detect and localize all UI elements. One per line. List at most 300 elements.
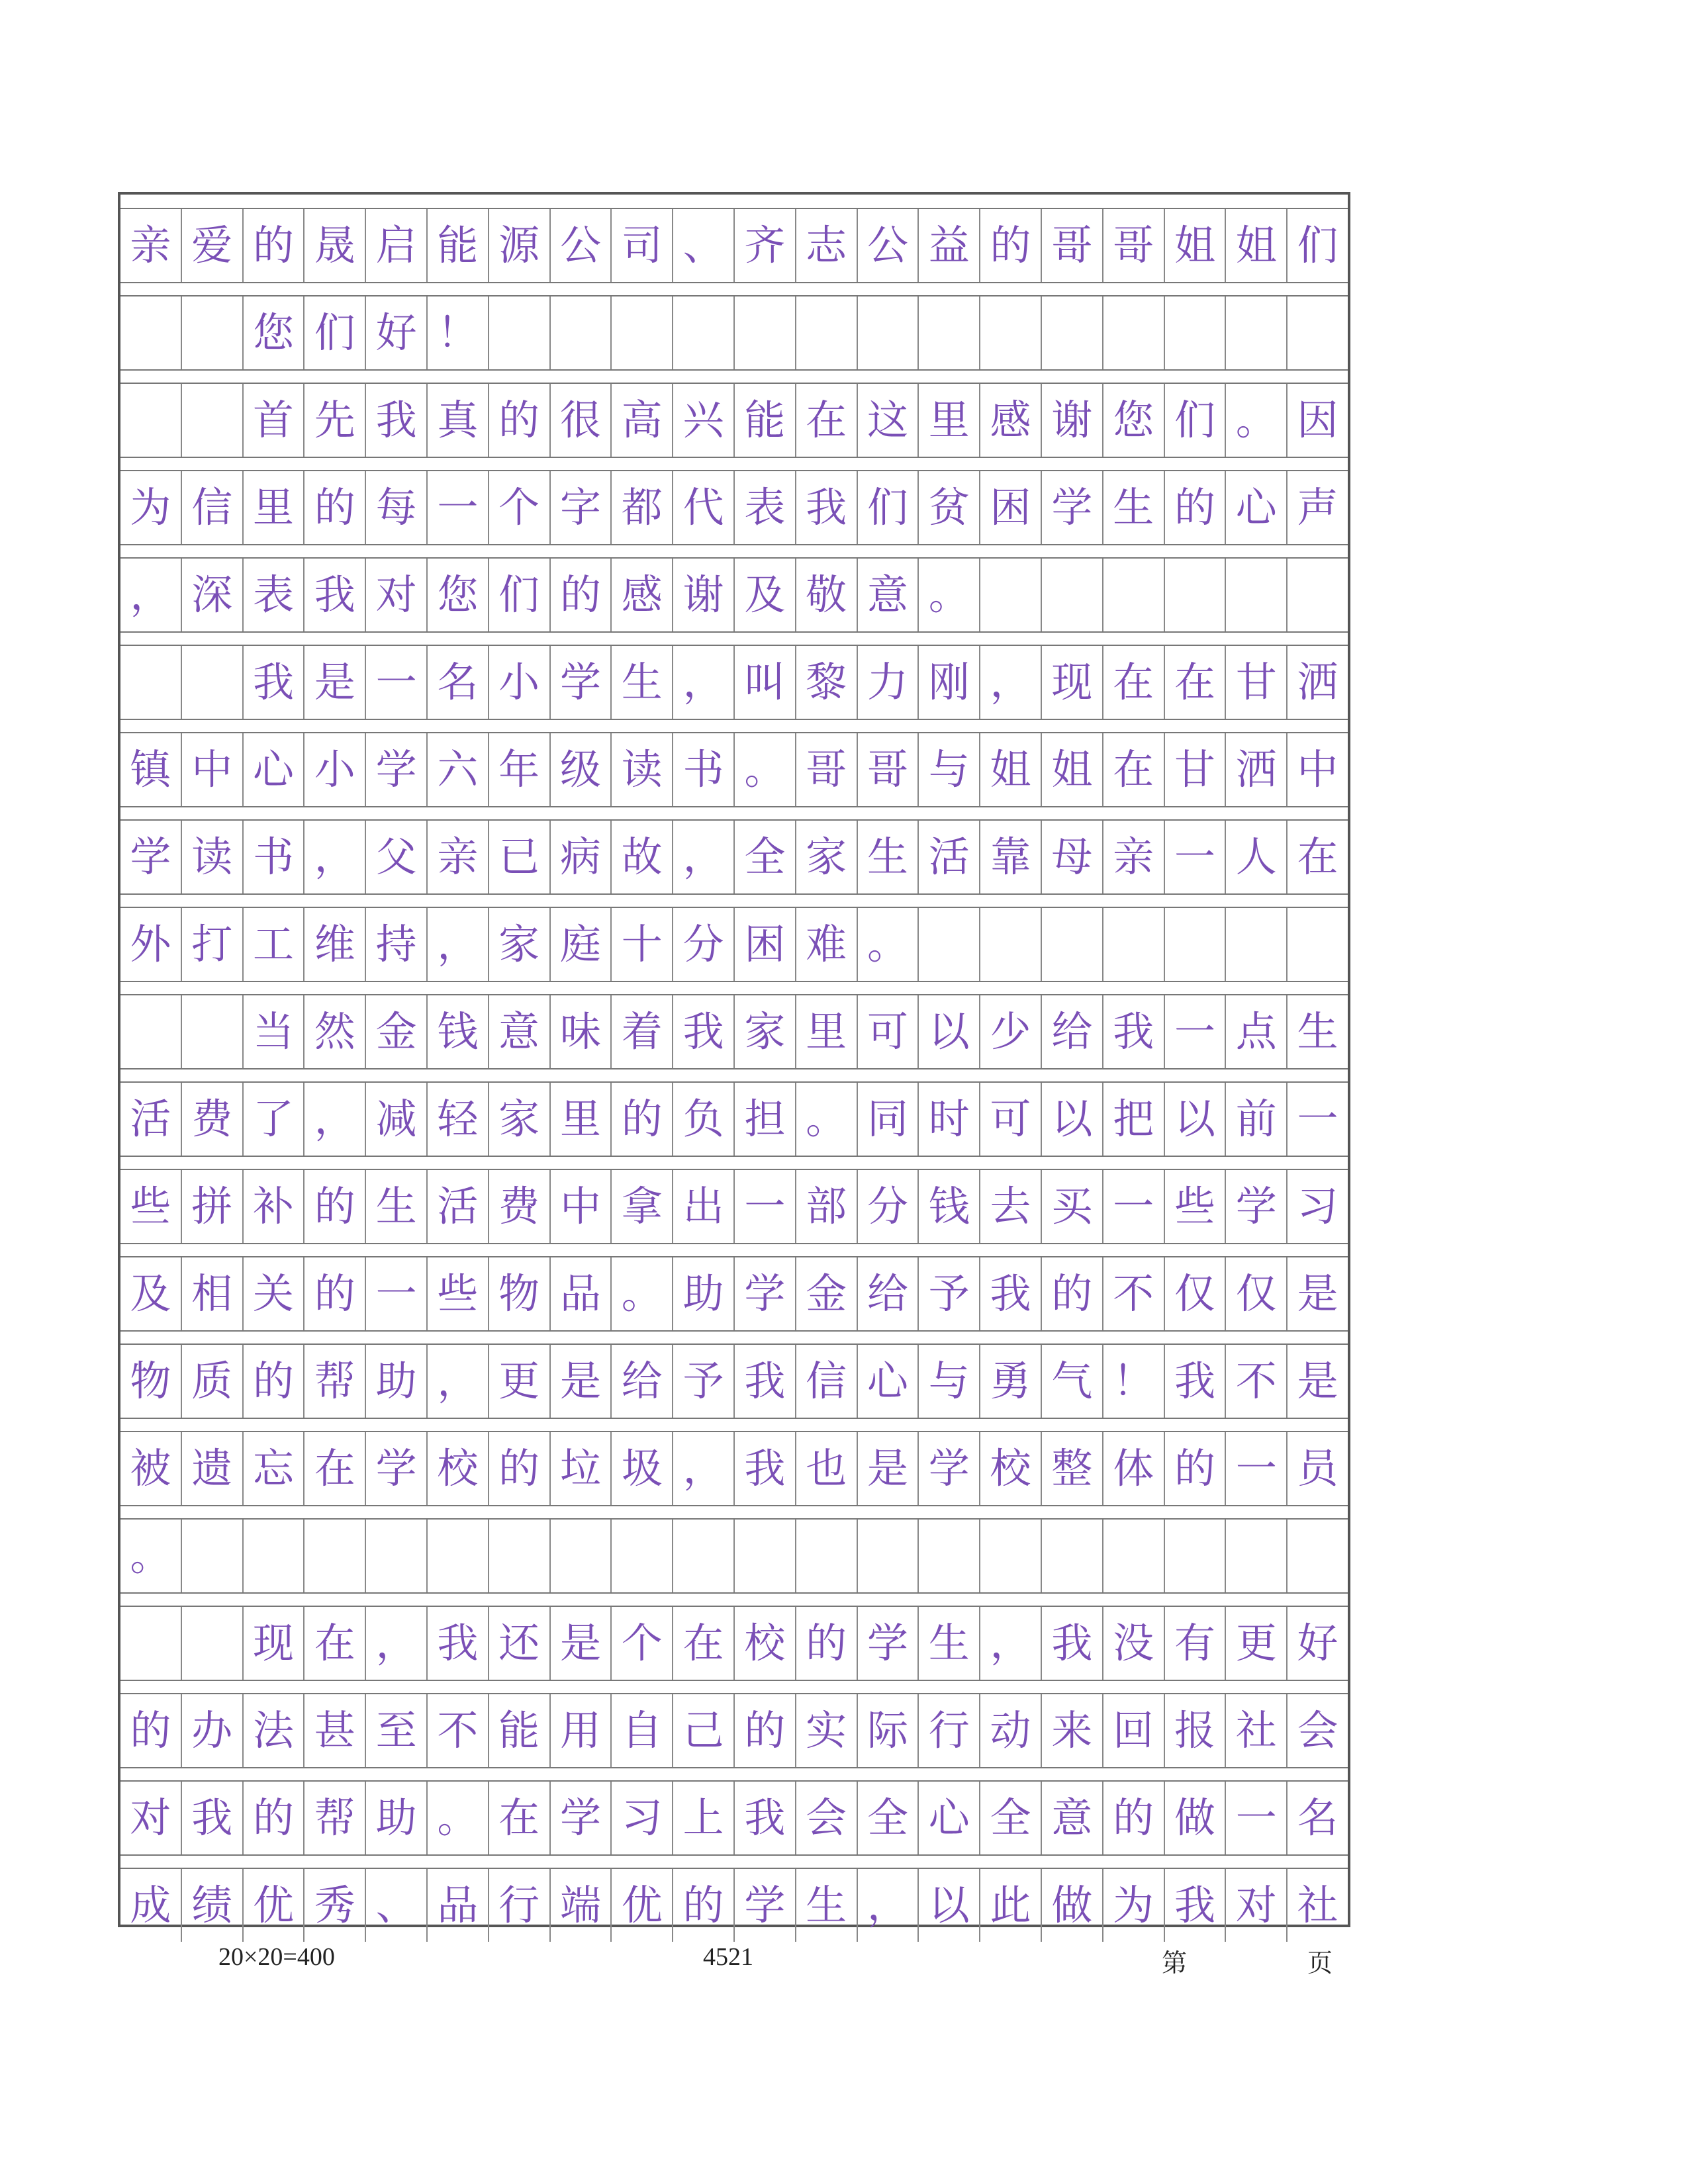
- grid-cell: [980, 908, 1042, 981]
- grid-cell: [120, 296, 182, 369]
- row-spacer: [120, 806, 1348, 821]
- grid-cell: 代: [673, 471, 735, 544]
- grid-cell: [980, 559, 1042, 631]
- grid-cell: 能: [735, 384, 796, 457]
- grid-cell: 谢: [1042, 384, 1103, 457]
- grid-cell: [673, 1520, 735, 1592]
- grid-cell: 也: [796, 1432, 858, 1505]
- grid-cell: 法: [244, 1694, 305, 1767]
- grid-cell: 给: [858, 1257, 919, 1330]
- grid-row: [120, 296, 1348, 369]
- grid-cell: [305, 1520, 366, 1592]
- grid-cell: [1165, 559, 1227, 631]
- grid-row-cells: [120, 1170, 1348, 1243]
- row-spacer: [120, 1505, 1348, 1520]
- grid-cell: 不: [1103, 1257, 1165, 1330]
- grid-cell: 。: [796, 1083, 858, 1156]
- grid-cell: 全: [980, 1782, 1042, 1854]
- grid-cell: 对: [1226, 1869, 1288, 1942]
- grid-cell: [182, 384, 244, 457]
- grid-cell: [1288, 559, 1348, 631]
- grid-row-cells: [120, 559, 1348, 631]
- grid-row-cells: [120, 1432, 1348, 1505]
- grid-row-cells: [120, 384, 1348, 457]
- grid-row-cells: [120, 1520, 1348, 1592]
- grid-cell: 声: [1297, 483, 1338, 531]
- grid-cell: 是: [305, 646, 366, 719]
- grid-cell: 及: [120, 1257, 182, 1330]
- grid-cell: 校: [735, 1607, 796, 1680]
- grid-cell: 出: [673, 1170, 735, 1243]
- grid-cell: 学: [366, 1432, 428, 1505]
- grid-cell: 更: [1226, 1607, 1288, 1680]
- grid-cell: [612, 296, 673, 369]
- grid-row: [120, 821, 1348, 893]
- grid-cell: 圾: [612, 1432, 673, 1505]
- grid-cell: [428, 1520, 489, 1592]
- grid-row: [120, 1170, 1348, 1243]
- grid-cell: [1103, 296, 1165, 369]
- grid-cell: 学: [551, 646, 612, 719]
- grid-cell: 名: [428, 646, 489, 719]
- grid-cell: 在: [1103, 733, 1165, 806]
- grid-cell: 为: [120, 471, 182, 544]
- grid-cell: 好: [366, 296, 428, 369]
- page-label: 第: [1162, 1950, 1188, 1978]
- grid-cell: [1288, 296, 1348, 369]
- grid-cell: 是: [1297, 1269, 1338, 1318]
- grid-cell: 信: [182, 471, 244, 544]
- grid-cell: 一: [1165, 821, 1227, 893]
- grid-cell: 此: [980, 1869, 1042, 1942]
- grid-cell: 。: [1226, 384, 1288, 457]
- grid-cell: 心: [858, 1345, 919, 1418]
- grid-cell: 实: [796, 1694, 858, 1767]
- grid-cell: [980, 296, 1042, 369]
- grid-cell: ，: [305, 1083, 366, 1156]
- grid-row-cells: [120, 1869, 1348, 1942]
- grid-cell: 首: [244, 384, 305, 457]
- grid-cell: 小: [489, 646, 551, 719]
- grid-cell: 点: [1226, 995, 1288, 1068]
- grid-cell: 用: [551, 1694, 612, 1767]
- grid-cell: 学: [1226, 1170, 1288, 1243]
- grid-cell: [489, 296, 551, 369]
- grid-cell: 们: [858, 471, 919, 544]
- grid-cell: 先: [305, 384, 366, 457]
- grid-cell: 哥: [1042, 209, 1103, 282]
- grid-cell: 然: [305, 995, 366, 1068]
- grid-cell: 动: [980, 1694, 1042, 1767]
- grid-cell: [551, 1520, 612, 1592]
- grid-cell: 钱: [428, 995, 489, 1068]
- grid-cell: 帮: [305, 1782, 366, 1854]
- grid-cell: 。: [858, 908, 919, 981]
- grid-cell: 已: [489, 821, 551, 893]
- row-spacer: [120, 369, 1348, 384]
- grid-cell: 一: [735, 1170, 796, 1243]
- grid-cell: 助: [366, 1782, 428, 1854]
- grid-cell: 们: [1165, 384, 1227, 457]
- grid-cell: [366, 1520, 428, 1592]
- grid-cell: 可: [858, 995, 919, 1068]
- grid-cell: 在: [489, 1782, 551, 1854]
- grid-row: [120, 1607, 1348, 1680]
- grid-cell: 质: [182, 1345, 244, 1418]
- grid-cell: [1103, 1520, 1165, 1592]
- grid-cell: 们: [1297, 221, 1338, 269]
- grid-cell: 担: [735, 1083, 796, 1156]
- grid-cell: 家: [796, 821, 858, 893]
- grid-row-cells: [120, 646, 1348, 719]
- grid-cell: 家: [489, 1083, 551, 1156]
- grid-row-cells: [120, 471, 1348, 544]
- grid-cell: [858, 296, 919, 369]
- grid-cell: 的: [1103, 1782, 1165, 1854]
- grid-cell: [1165, 908, 1227, 981]
- grid-cell: 中: [551, 1170, 612, 1243]
- row-spacer: [120, 195, 1348, 209]
- grid-cell: [1042, 1520, 1103, 1592]
- grid-cell: 以: [1165, 1083, 1227, 1156]
- grid-cell: 读: [182, 821, 244, 893]
- grid-cell: 全: [735, 821, 796, 893]
- grid-row: [120, 471, 1348, 544]
- grid-cell: 部: [796, 1170, 858, 1243]
- grid-cell: 父: [366, 821, 428, 893]
- grid-cell: 心: [244, 733, 305, 806]
- grid-cell: ，: [980, 1607, 1042, 1680]
- row-spacer: [120, 1156, 1348, 1170]
- page-unit-label: 页: [1307, 1950, 1333, 1978]
- grid-cell: 减: [366, 1083, 428, 1156]
- grid-cell: 是: [1297, 1357, 1338, 1405]
- row-spacer: [120, 457, 1348, 471]
- grid-cell: 买: [1042, 1170, 1103, 1243]
- row-spacer: [120, 1068, 1348, 1083]
- grid-cell: 学: [858, 1607, 919, 1680]
- grid-cell: [182, 1607, 244, 1680]
- grid-cell: 会: [1297, 1706, 1338, 1754]
- grid-cell: 一: [428, 471, 489, 544]
- grid-cell: 的: [120, 1694, 182, 1767]
- grid-cell: 至: [366, 1694, 428, 1767]
- grid-row: [120, 1694, 1348, 1767]
- grid-cell: 报: [1165, 1694, 1227, 1767]
- grid-cell: 一: [1165, 995, 1227, 1068]
- grid-cell: 己: [673, 1694, 735, 1767]
- grid-cell: 的: [244, 1345, 305, 1418]
- grid-cell: [120, 646, 182, 719]
- row-spacer: [120, 1680, 1348, 1694]
- grid-cell: 绩: [182, 1869, 244, 1942]
- grid-cell: 在: [1165, 646, 1227, 719]
- grid-cell: [244, 1520, 305, 1592]
- grid-cell: 谢: [673, 559, 735, 631]
- grid-cell: 帮: [305, 1345, 366, 1418]
- grid-cell: 现: [1042, 646, 1103, 719]
- grid-cell: [1103, 908, 1165, 981]
- grid-cell: 中: [1297, 745, 1338, 794]
- grid-cell: [120, 1607, 182, 1680]
- grid-cell: 兴: [673, 384, 735, 457]
- grid-cell: [1103, 559, 1165, 631]
- grid-cell: 遗: [182, 1432, 244, 1505]
- grid-cell: 意: [489, 995, 551, 1068]
- grid-cell: 志: [796, 209, 858, 282]
- grid-cell: 姐: [980, 733, 1042, 806]
- grid-cell: 金: [366, 995, 428, 1068]
- grid-row-cells: [120, 1782, 1348, 1854]
- grid-cell: 年: [489, 733, 551, 806]
- grid-row: [120, 908, 1348, 981]
- grid-cell: 习: [612, 1782, 673, 1854]
- grid-cell: 我: [796, 471, 858, 544]
- grid-cell: 金: [796, 1257, 858, 1330]
- grid-cell: 真: [428, 384, 489, 457]
- grid-cell: ！: [1103, 1345, 1165, 1418]
- grid-cell: 持: [366, 908, 428, 981]
- grid-cell: 的: [796, 1607, 858, 1680]
- grid-cell: 习: [1297, 1182, 1338, 1230]
- grid-cell: 拿: [612, 1170, 673, 1243]
- grid-cell: [1226, 559, 1288, 631]
- grid-cell: 一: [1226, 1432, 1288, 1505]
- grid-cell: 您: [428, 559, 489, 631]
- grid-cell: 不: [1226, 1345, 1288, 1418]
- grid-cell: 的: [551, 559, 612, 631]
- grid-cell: 是: [858, 1432, 919, 1505]
- grid-cell: 姐: [1226, 209, 1288, 282]
- grid-cell: 表: [244, 559, 305, 631]
- row-spacer: [120, 1243, 1348, 1257]
- grid-cell: 我: [366, 384, 428, 457]
- grid-row-cells: [120, 209, 1348, 282]
- grid-cell: 员: [1297, 1444, 1338, 1492]
- grid-cell: 生: [1297, 1007, 1338, 1056]
- row-spacer: [120, 631, 1348, 646]
- grid-cell: 工: [244, 908, 305, 981]
- grid-cell: 字: [551, 471, 612, 544]
- grid-cell: 您: [1103, 384, 1165, 457]
- grid-cell: 中: [182, 733, 244, 806]
- grid-cell: 源: [489, 209, 551, 282]
- grid-cell: 给: [612, 1345, 673, 1418]
- grid-row: [120, 1345, 1348, 1418]
- grid-row-cells: [120, 1345, 1348, 1418]
- grid-cell: 物: [489, 1257, 551, 1330]
- grid-cell: 没: [1103, 1607, 1165, 1680]
- grid-cell: 些: [1165, 1170, 1227, 1243]
- row-spacer: [120, 1854, 1348, 1869]
- grid-cell: 的: [489, 384, 551, 457]
- grid-cell: 这: [858, 384, 919, 457]
- grid-cell: 对: [120, 1782, 182, 1854]
- row-spacer: [120, 282, 1348, 296]
- grid-cell: 现: [244, 1607, 305, 1680]
- grid-cell: 书: [673, 733, 735, 806]
- grid-cell: 勇: [980, 1345, 1042, 1418]
- grid-cell: 校: [428, 1432, 489, 1505]
- grid-cell: 当: [244, 995, 305, 1068]
- grid-cell: 益: [919, 209, 980, 282]
- grid-cell: 着: [612, 995, 673, 1068]
- grid-cell: [120, 995, 182, 1068]
- grid-cell: 社: [1226, 1694, 1288, 1767]
- grid-cell: 难: [796, 908, 858, 981]
- grid-cell: 轻: [428, 1083, 489, 1156]
- grid-cell: 们: [489, 559, 551, 631]
- grid-cell: [1288, 908, 1348, 981]
- grid-cell: 拼: [182, 1170, 244, 1243]
- grid-cell: ，: [428, 1345, 489, 1418]
- row-spacer: [120, 1418, 1348, 1432]
- grid-cell: 家: [735, 995, 796, 1068]
- grid-cell: 是: [551, 1607, 612, 1680]
- grid-cell: 深: [182, 559, 244, 631]
- grid-cell: 里: [796, 995, 858, 1068]
- grid-cell: 垃: [551, 1432, 612, 1505]
- grid-cell: 活: [919, 821, 980, 893]
- grid-cell: 生: [919, 1607, 980, 1680]
- grid-cell: 去: [980, 1170, 1042, 1243]
- grid-row-cells: [120, 821, 1348, 893]
- grid-cell: 我: [182, 1782, 244, 1854]
- grid-cell: [919, 1520, 980, 1592]
- grid-cell: 前: [1226, 1083, 1288, 1156]
- grid-cell: 个: [612, 1607, 673, 1680]
- grid-cell: [919, 296, 980, 369]
- row-spacer: [120, 981, 1348, 995]
- grid-cell: 以: [919, 1869, 980, 1942]
- grid-cell: 黎: [796, 646, 858, 719]
- grid-cell: 了: [244, 1083, 305, 1156]
- grid-cell: 里: [244, 471, 305, 544]
- grid-row: [120, 646, 1348, 719]
- grid-cell: [796, 1520, 858, 1592]
- row-spacer: [120, 544, 1348, 559]
- grid-cell: 可: [980, 1083, 1042, 1156]
- grid-cell: 我: [735, 1782, 796, 1854]
- grid-cell: 我: [1042, 1607, 1103, 1680]
- document-number: 4521: [703, 1943, 753, 1971]
- grid-cell: 能: [428, 209, 489, 282]
- grid-row-cells: [120, 296, 1348, 369]
- grid-cell: 我: [305, 559, 366, 631]
- grid-row: [120, 1869, 1348, 1942]
- grid-cell: 对: [366, 559, 428, 631]
- grid-cell: 。: [612, 1257, 673, 1330]
- grid-cell: 学: [919, 1432, 980, 1505]
- grid-cell: [1165, 296, 1227, 369]
- grid-cell: ，: [980, 646, 1042, 719]
- grid-cell: 优: [244, 1869, 305, 1942]
- grid-cell: 的: [305, 1170, 366, 1243]
- grid-cell: 我: [428, 1607, 489, 1680]
- grid-cell: 姐: [1042, 733, 1103, 806]
- grid-cell: 感: [612, 559, 673, 631]
- grid-cell: [120, 384, 182, 457]
- grid-cell: 相: [182, 1257, 244, 1330]
- grid-row: [120, 995, 1348, 1068]
- grid-cell: 办: [182, 1694, 244, 1767]
- grid-row: [120, 1432, 1348, 1505]
- grid-cell: 自: [612, 1694, 673, 1767]
- grid-cell: 的: [735, 1694, 796, 1767]
- grid-cell: 洒: [1297, 658, 1338, 706]
- grid-row: [120, 733, 1348, 806]
- grid-cell: [1226, 908, 1288, 981]
- grid-cell: ，: [305, 821, 366, 893]
- grid-cell: 生: [858, 821, 919, 893]
- grid-row-cells: [120, 1083, 1348, 1156]
- grid-cell: [182, 995, 244, 1068]
- grid-cell: [980, 1520, 1042, 1592]
- grid-cell: 回: [1103, 1694, 1165, 1767]
- grid-cell: 感: [980, 384, 1042, 457]
- grid-cell: [612, 1520, 673, 1592]
- grid-cell: 的: [244, 209, 305, 282]
- grid-cell: 、: [673, 209, 735, 282]
- grid-cell: 学: [1042, 471, 1103, 544]
- grid-cell: 费: [489, 1170, 551, 1243]
- grid-row: [120, 384, 1348, 457]
- grid-cell: [735, 296, 796, 369]
- grid-cell: 负: [673, 1083, 735, 1156]
- grid-cell: 里: [919, 384, 980, 457]
- composition-grid: [118, 192, 1350, 1927]
- grid-cell: 。: [919, 559, 980, 631]
- grid-cell: 。: [428, 1782, 489, 1854]
- grid-cell: 您: [244, 296, 305, 369]
- grid-cell: [182, 1520, 244, 1592]
- grid-cell: 刚: [919, 646, 980, 719]
- grid-cell: 启: [366, 209, 428, 282]
- grid-cell: 高: [612, 384, 673, 457]
- grid-row-cells: [120, 995, 1348, 1068]
- row-spacer: [120, 1592, 1348, 1607]
- row-spacer: [120, 1767, 1348, 1782]
- grid-cell: 的: [244, 1782, 305, 1854]
- grid-cell: 叫: [735, 646, 796, 719]
- grid-row: [120, 1257, 1348, 1330]
- grid-cell: 以: [919, 995, 980, 1068]
- grid-cell: 我: [673, 995, 735, 1068]
- grid-cell: 物: [120, 1345, 182, 1418]
- row-spacer: [120, 893, 1348, 908]
- grid-cell: 因: [1297, 396, 1338, 444]
- grid-row: [120, 209, 1348, 282]
- grid-cell: 洒: [1226, 733, 1288, 806]
- grid-cell: [1226, 296, 1288, 369]
- grid-cell: 校: [980, 1432, 1042, 1505]
- grid-cell: 些: [120, 1170, 182, 1243]
- grid-cell: [1042, 559, 1103, 631]
- grid-cell: 学: [120, 821, 182, 893]
- grid-cell: 有: [1165, 1607, 1227, 1680]
- grid-cell: 在: [305, 1607, 366, 1680]
- grid-cell: 。: [120, 1520, 182, 1592]
- grid-cell: 亲: [1103, 821, 1165, 893]
- grid-cell: 同: [858, 1083, 919, 1156]
- grid-cell: 齐: [735, 209, 796, 282]
- grid-cell: 被: [120, 1432, 182, 1505]
- grid-cell: 我: [1165, 1345, 1227, 1418]
- grid-cell: 我: [1165, 1869, 1227, 1942]
- grid-cell: 好: [1297, 1619, 1338, 1667]
- grid-cell: 打: [182, 908, 244, 981]
- grid-cell: 社: [1297, 1881, 1338, 1929]
